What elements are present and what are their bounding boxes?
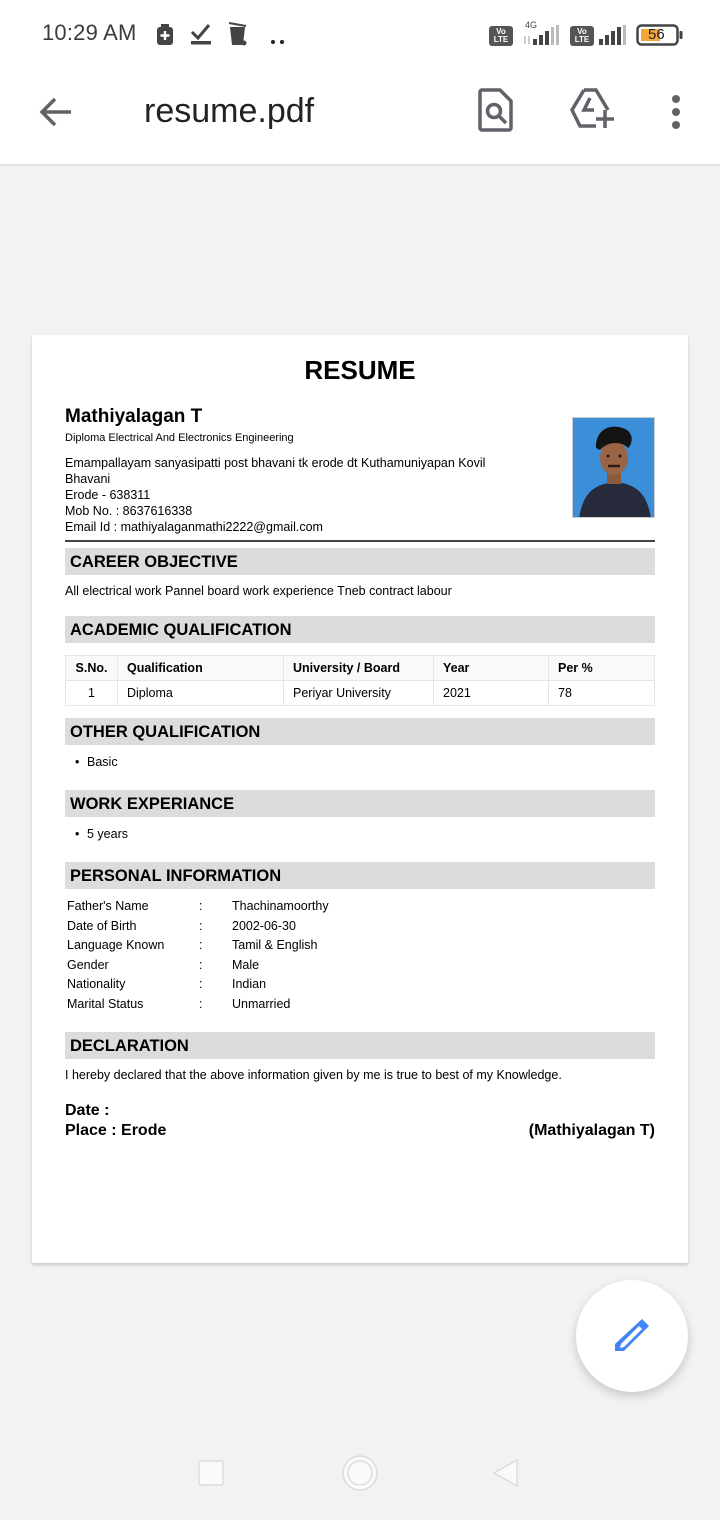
status-time: 10:29 AM: [42, 20, 137, 45]
signature-name: (Mathiyalagan T): [528, 1122, 655, 1139]
cell-sno: 1: [66, 681, 118, 706]
field-label: Father's Name: [67, 899, 149, 913]
more-dots-icon: [270, 32, 286, 50]
section-work-experience: WORK EXPERIANCE: [65, 790, 655, 817]
signal-icon: [598, 24, 628, 51]
section-academic-qualification: ACADEMIC QUALIFICATION: [65, 616, 655, 643]
col-sno: S.No.: [66, 656, 118, 681]
status-bar: [0, 0, 720, 68]
address-line-1: Emampallayam sanyasipatti post bhavani tk erode dt Kuthamuniyapan Kovil: [65, 456, 486, 470]
field-value: Indian: [232, 977, 267, 991]
date-label: Date :: [65, 1102, 110, 1119]
battery-level: 56: [648, 26, 665, 43]
edit-fab-button[interactable]: [576, 1280, 688, 1392]
mobile-number: Mob No. : 8637616338: [65, 504, 193, 518]
pdf-viewer[interactable]: [0, 168, 720, 1428]
edit-pencil-icon: [612, 1316, 652, 1361]
field-label: Language Known: [67, 938, 165, 952]
system-nav-bar: [0, 1428, 720, 1520]
field-value: Male: [232, 957, 260, 972]
cell-year: 2021: [434, 681, 549, 706]
section-declaration: DECLARATION: [65, 1032, 655, 1059]
section-other-qualification: OTHER QUALIFICATION: [65, 718, 655, 745]
resume-title: RESUME: [304, 355, 416, 385]
declaration-text: I hereby declared that the above information given by me is true to best of my Knowledge.: [65, 1068, 562, 1082]
field-label: Date of Birth: [67, 918, 137, 933]
field-label: Gender: [67, 957, 109, 972]
net-4g-label: 4G: [525, 20, 538, 30]
list-item: • 5 years: [87, 827, 128, 841]
field-label: Nationality: [67, 977, 126, 991]
app-bar: [0, 68, 720, 166]
table-row: [66, 681, 655, 706]
field-value: Thachinamoorthy: [232, 899, 329, 913]
address-line-2: Bhavani: [65, 472, 111, 486]
candidate-degree: Diploma Electrical And Electronics Engineering: [65, 432, 294, 444]
profile-photo: [572, 417, 655, 518]
col-year: Year: [434, 656, 549, 681]
download-done-icon: [190, 22, 212, 51]
field-value: 2002-06-30: [232, 918, 296, 933]
section-career-objective: CAREER OBJECTIVE: [65, 548, 655, 575]
pdf-page: RESUME Mathiyalagan T Diploma Electrical And Electronics Engineering Emampallayam sanyasipatti post bhavani tk erode dt Kuthamuniyapan Kovil Bhavani Erode - 638311 Mob No. : 8637616338 Email Id : mathiyalaganmathi2222@gmail.com CAREER OBJECTIVE All electrical work Pannel board work experience Tneb contract labour ACADEMIC QUALIFICATION S.No. Qualification University / Board Year Per % 1 Diploma Periyar University 2021 78 OTHER QUALIFICATION • Basic WORK EXPERIANCE • 5 years PERSONAL INFORMATION Father's Name : Thachinamoorthy Date of Birth : 2002-06-30 Language Known : Tamil & English Gender : Male Nationality : Indian Marital Status : Unmarried DECLARATION I hereby declared that the above information given by me is true to best of my Knowledge. Date : Place : Erode (Mathiyalagan T): [32, 335, 688, 1263]
medical-bag-icon: [156, 24, 174, 51]
volte-icon-2: Vo LTE: [570, 26, 594, 46]
cell-percent: 78: [549, 681, 655, 706]
cell-qualification: Diploma: [118, 681, 284, 706]
header-divider: [65, 540, 655, 542]
contact-block: [65, 455, 535, 535]
academic-table: [65, 655, 655, 706]
volte-icon: Vo LTE: [489, 26, 513, 46]
email-id: Email Id : mathiyalaganmathi2222@gmail.com: [65, 520, 323, 534]
signal-4g-icon: [522, 24, 564, 51]
career-objective-text: All electrical work Pannel board work experience Tneb contract labour: [65, 584, 452, 598]
table-header-row: [66, 656, 655, 681]
find-in-file-icon[interactable]: [478, 88, 514, 137]
home-circle-icon[interactable]: [341, 1454, 379, 1497]
back-arrow-icon[interactable]: [36, 92, 76, 137]
section-personal-information: PERSONAL INFORMATION: [65, 862, 655, 889]
field-value: Unmarried: [232, 996, 291, 1011]
more-vert-icon[interactable]: [668, 94, 684, 135]
add-to-drive-icon[interactable]: [570, 88, 616, 135]
field-label: Marital Status: [67, 996, 144, 1011]
city-pin: Erode - 638311: [65, 488, 151, 502]
place-label: Place : Erode: [65, 1122, 167, 1139]
back-triangle-icon[interactable]: [492, 1458, 520, 1493]
field-value: Tamil & English: [232, 938, 318, 952]
candidate-name: Mathiyalagan T: [65, 406, 203, 427]
col-university: University / Board: [284, 656, 434, 681]
trash-icon: [228, 22, 248, 51]
col-qualification: Qualification: [118, 656, 284, 681]
cell-university: Periyar University: [284, 681, 434, 706]
file-title: resume.pdf: [144, 92, 315, 130]
list-item: • Basic: [87, 755, 118, 769]
col-percent: Per %: [549, 656, 655, 681]
recents-square-icon[interactable]: [198, 1460, 224, 1491]
